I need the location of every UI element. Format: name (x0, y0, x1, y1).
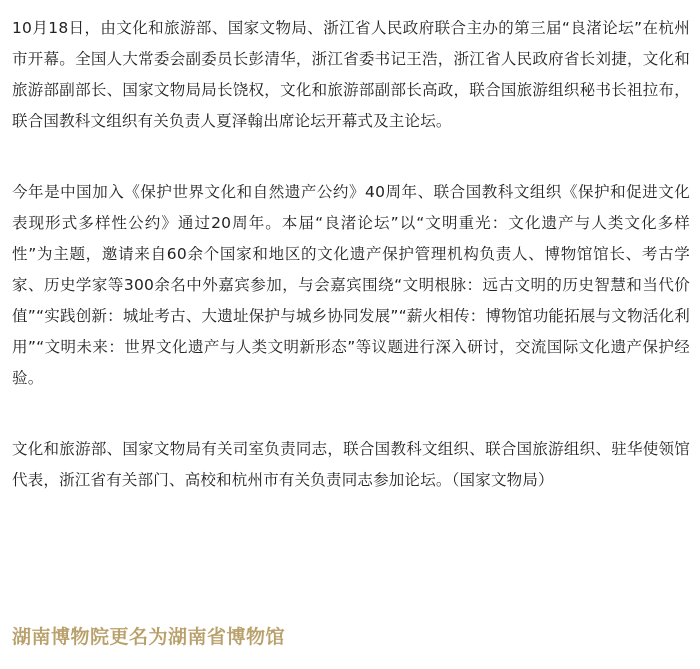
article-body (12, 13, 690, 536)
article-paragraph-3: 文化和旅游部、国家文物局有关司室负责同志，联合国教科文组织、联合国旅游组织、驻华使领馆代表，浙江省有关部门、高校和杭州市有关负责同志参加论坛。（国家文物局） (12, 440, 690, 489)
next-article-headline[interactable]: 湖南博物院更名为湖南省博物馆 (12, 626, 286, 648)
article-paragraph-1: 10月18日，由文化和旅游部、国家文物局、浙江省人民政府联合主办的第三届“良渚论坛”在杭州市开幕。全国人大常委会副委员长彭清华，浙江省委书记王浩，浙江省人民政府省长刘捷，文化和旅游部副部长、国家文物局局长饶权，文化和旅游部副部长高政，联合国旅游组织秘书长祖拉布，联合国教科文组织有关负责人夏泽翰出席论坛开幕式及主论坛。 (12, 19, 690, 130)
article-paragraph-2: 今年是中国加入《保护世界文化和自然遗产公约》40周年、联合国教科文组织《保护和促进文化表现形式多样性公约》通过20周年。本届“良渚论坛”以“文明重光：文化遗产与人类文化多样性”为主题，邀请来自60余个国家和地区的文化遗产保护管理机构负责人、博物馆馆长、考古学家、历史学家等300余名中外嘉宾参加，与会嘉宾围绕“文明根脉：远古文明的历史智慧和当代价值”“实践创新：城址考古、大遗址保护与城乡协同发展”“薪火相传：博物馆功能拓展与文物活化利用”“文明未来：世界文化遗产与人类文明新形态”等议题进行深入研讨，交流国际文化遗产保护经验。 (12, 183, 690, 387)
